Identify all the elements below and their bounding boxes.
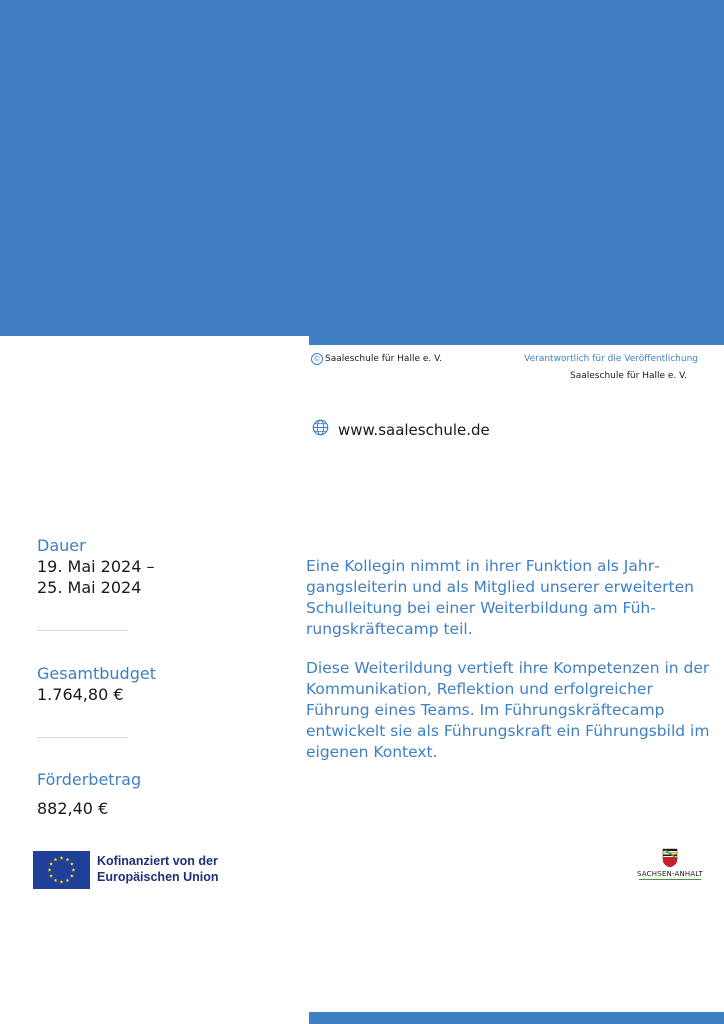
responsible-name: Saaleschule für Halle e. V. [570, 371, 687, 381]
sachsen-anhalt-wordmark: SACHSEN-ANHALT [637, 870, 703, 878]
header-color-block [0, 0, 724, 336]
divider [37, 630, 128, 631]
budget-value: 1.764,80 € [37, 685, 124, 704]
funding-label: Förderbetrag [37, 770, 142, 789]
eu-text-line: Kofinanziert von der [97, 854, 218, 868]
budget-label: Gesamtbudget [37, 664, 156, 683]
globe-icon [312, 419, 329, 436]
copyright-icon: © [311, 353, 323, 365]
coat-of-arms-icon [662, 848, 678, 868]
description-paragraph: Diese Weiterildung vertieft ihre Kompetenzen in der Kommunikation, Reflektion und erfolgreicher Führung eines Teams. Im Führungskräftecamp entwickelt sie als Führungskraft ein Führungsbild im eigenen Kontext. [306, 659, 710, 761]
duration-start: 19. Mai 2024 – [37, 557, 155, 576]
description-paragraph: Eine Kollegin nimmt in ihrer Funktion als Jahrgangsleiterin und als Mitglied unserer erweiterten Schulleitung bei einer Weiterbildung am Führungskräftecamp teil. [306, 557, 694, 638]
sachsen-anhalt-logo [637, 848, 703, 882]
duration-end: 25. Mai 2024 [37, 578, 142, 597]
eu-cofunding-text [97, 853, 219, 885]
eu-text-line: Europäischen Union [97, 870, 219, 884]
funding-value: 882,40 € [37, 799, 109, 818]
eu-flag-icon [33, 851, 90, 889]
footer-color-bar [309, 1012, 724, 1024]
header-color-block-extension [309, 336, 724, 345]
divider [37, 737, 128, 738]
duration-label: Dauer [37, 536, 86, 555]
website-link[interactable]: www.saaleschule.de [338, 421, 490, 439]
wordmark-underline [639, 879, 701, 880]
responsible-label: Verantwortlich für die Veröffentlichung [524, 354, 698, 364]
copyright-holder: Saaleschule für Halle e. V. [325, 354, 442, 364]
project-description [306, 556, 711, 781]
project-facts [37, 536, 287, 819]
